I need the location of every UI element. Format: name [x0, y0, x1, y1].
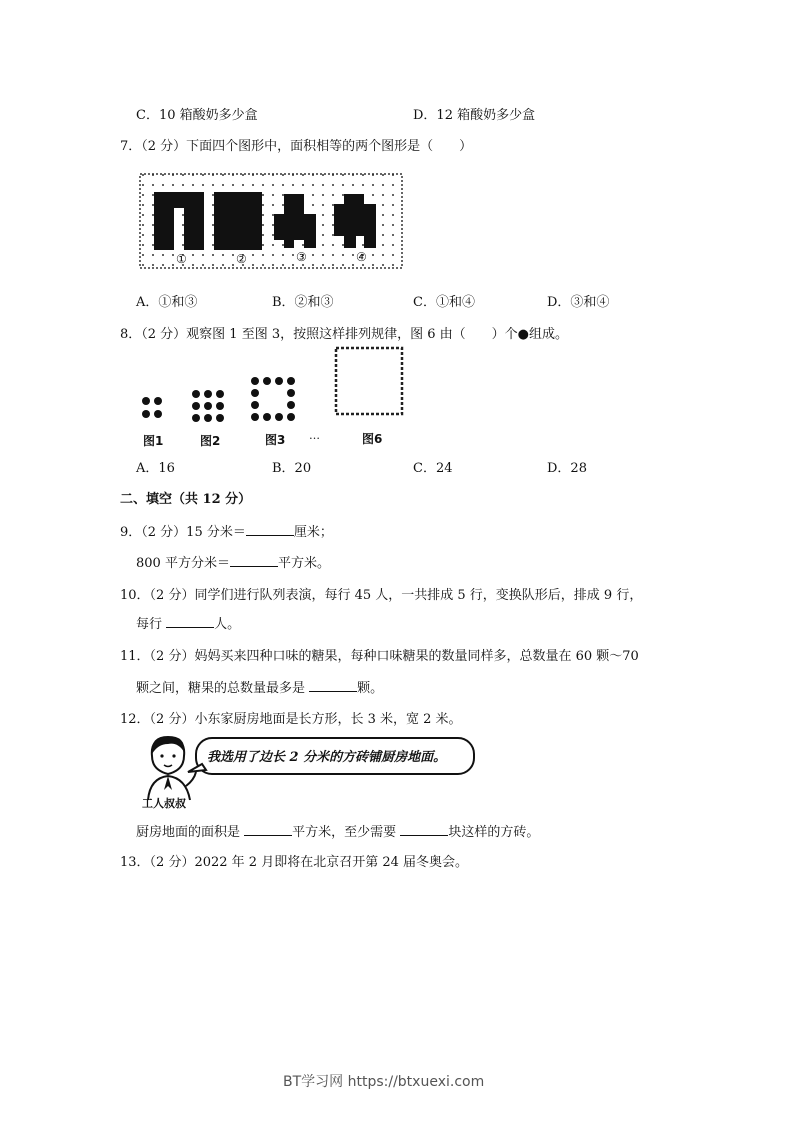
fig7-label-4: ④ — [356, 250, 367, 264]
q12-ans-mid: 平方米，至少需要 — [292, 825, 397, 840]
q11-line2-post: 颗。 — [357, 681, 384, 696]
answer-blank[interactable] — [309, 679, 357, 692]
fig7-label-3: ③ — [296, 250, 307, 264]
option-c: C．24 — [413, 461, 453, 476]
question-11-line-1: 11．（2 分）妈妈买来四种口味的糖果，每种口味糖果的数量同样多，总数量在 60 颗～70 — [120, 649, 639, 664]
question-11-line-2 — [136, 677, 383, 696]
shape-2 — [214, 192, 262, 250]
answer-blank[interactable] — [166, 615, 214, 628]
question-13-stem: 13．（2 分）2022 年 2 月即将在北京召开第 24 届冬奥会。 — [120, 855, 469, 870]
option-d: D．28 — [547, 461, 587, 476]
fig7-label-2: ② — [236, 252, 247, 266]
option-d: D．12 箱酸奶多少盒 — [413, 108, 536, 123]
footer-watermark: BT学习网 https://btxuexi.com — [283, 1074, 485, 1090]
fig-1-dots — [142, 397, 162, 418]
option-c: C．10 箱酸奶多少盒 — [136, 108, 258, 123]
q9-line2-pre: 800 平方分米＝ — [136, 556, 230, 571]
option-c: C．①和④ — [413, 295, 475, 310]
answer-blank[interactable] — [400, 823, 448, 836]
option-b: B．20 — [272, 461, 312, 476]
fig8-label-1: 图1 — [143, 434, 164, 448]
q11-line2-pre: 颗之间，糖果的总数量最多是 — [136, 681, 306, 696]
answer-blank[interactable] — [230, 554, 278, 567]
option-a: A．16 — [136, 461, 175, 476]
q9-line2-post: 平方米。 — [277, 556, 330, 571]
worker-label: 工人叔叔 — [142, 797, 186, 810]
fig8-label-3: 图3 — [265, 433, 286, 447]
option-b: B．②和③ — [272, 295, 334, 310]
section-title: 二、填空（共 12 分） — [120, 492, 252, 507]
fig-3-dots — [251, 377, 295, 421]
option-a: A．①和③ — [136, 295, 198, 310]
fig7-label-1: ① — [176, 252, 187, 266]
q9-line1-post: 厘米； — [293, 525, 333, 540]
option-d: D．③和④ — [547, 295, 610, 310]
question-7-stem: 7．（2 分）下面四个图形中，面积相等的两个图形是（ ） — [120, 139, 473, 154]
question-9-line-2 — [136, 552, 330, 571]
fig8-ellipsis: … — [309, 429, 320, 442]
q10-line2-post: 人。 — [214, 617, 241, 632]
q12-ans-pre: 厨房地面的面积是 — [136, 825, 241, 840]
speech-text: 我选用了边长 2 分米的方砖铺厨房地面。 — [207, 750, 447, 765]
fig8-label-2: 图2 — [200, 434, 221, 448]
question-8-stem: 8．（2 分）观察图 1 至图 3，按照这样排列规律，图 6 由（ ）个●组成。 — [120, 327, 568, 342]
question-9-line-1 — [120, 521, 333, 540]
question-10-line-1: 10．（2 分）同学们进行队列表演，每行 45 人，一共排成 5 行，变换队形后，排成 9 行， — [120, 588, 643, 603]
q12-ans-post: 块这样的方砖。 — [448, 825, 540, 840]
fig8-label-6: 图6 — [362, 432, 383, 446]
answer-blank[interactable] — [244, 823, 292, 836]
question-10-line-2 — [136, 613, 240, 632]
question-12-stem: 12．（2 分）小东家厨房地面是长方形，长 3 米，宽 2 米。 — [120, 712, 462, 727]
q10-line2-pre: 每行 — [136, 617, 163, 632]
question-12-answer-line — [136, 821, 539, 840]
fig-2-dots — [192, 390, 224, 422]
fig-6-box — [336, 348, 402, 414]
q9-line1-pre: 9．（2 分）15 分米＝ — [120, 525, 246, 540]
answer-blank[interactable] — [246, 523, 294, 536]
